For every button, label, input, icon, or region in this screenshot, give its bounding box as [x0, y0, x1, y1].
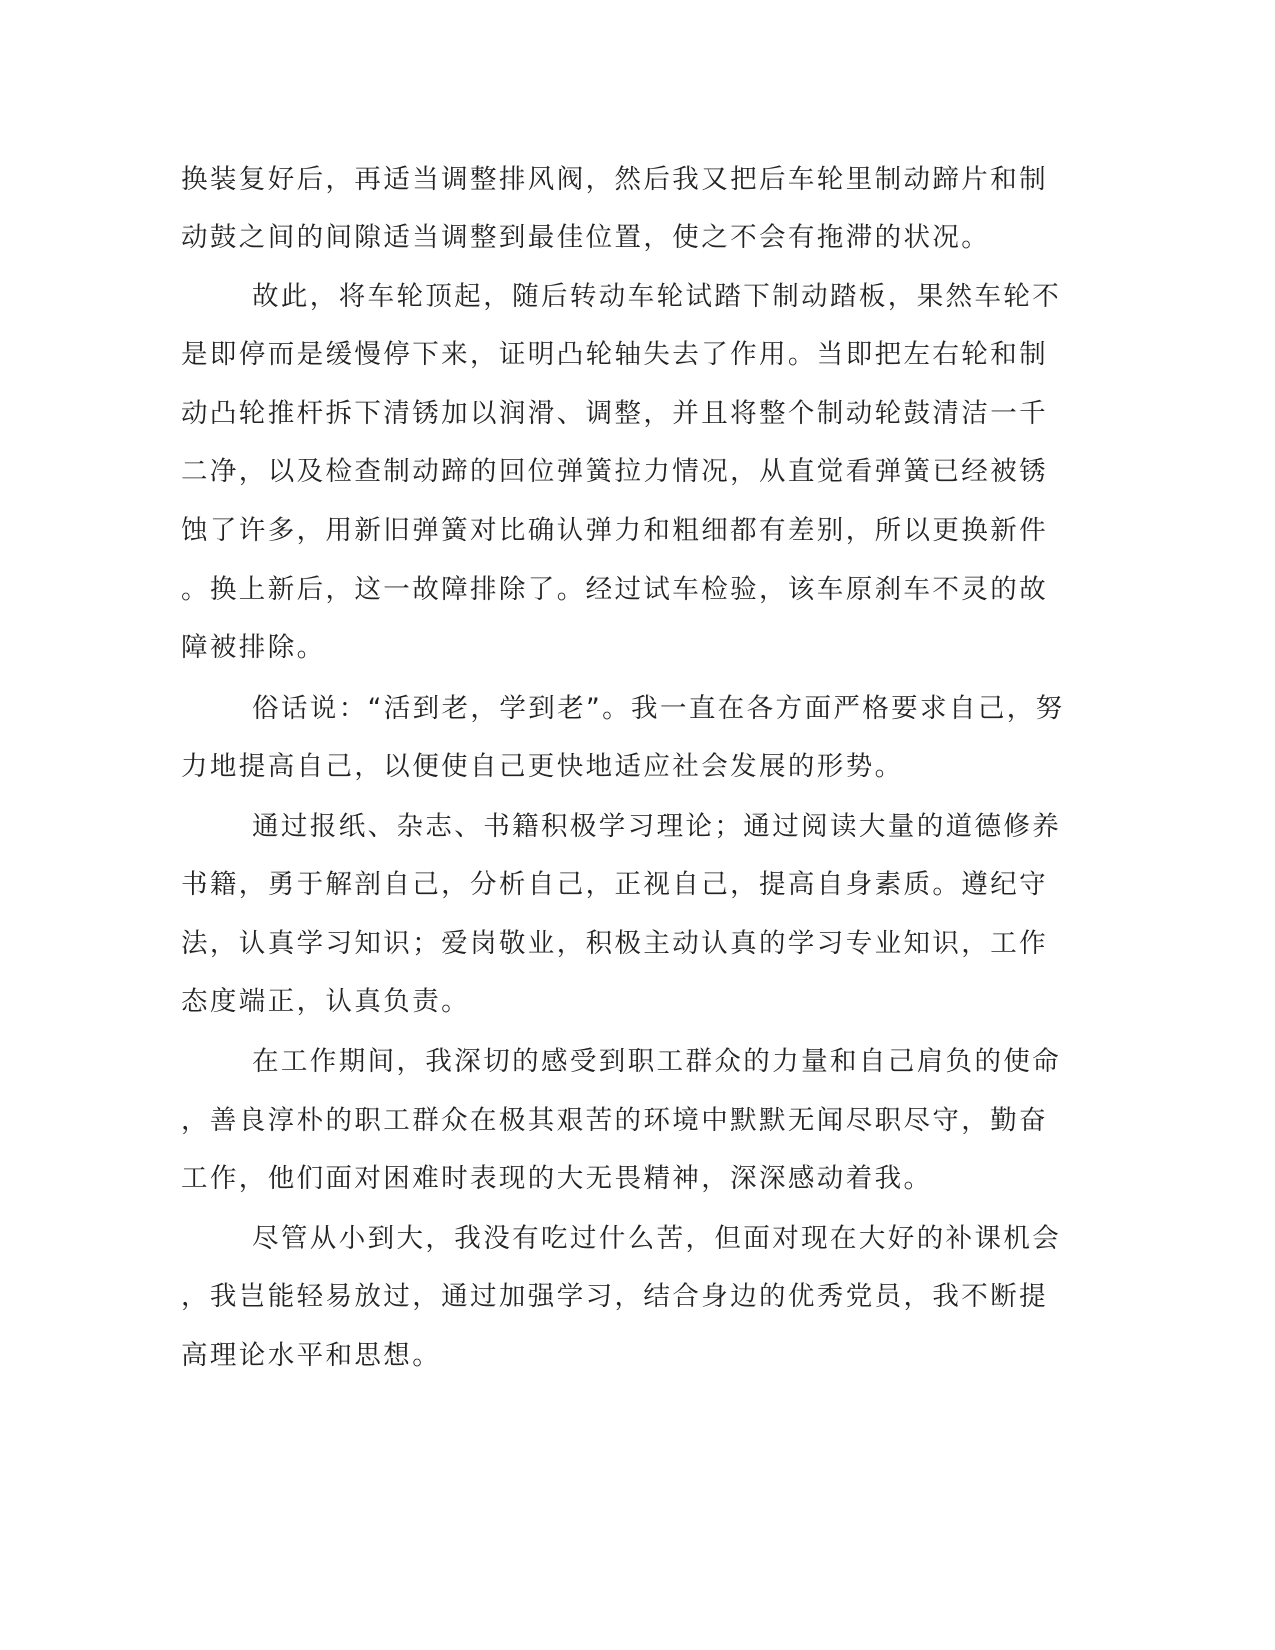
- text-line: 动凸轮推杆拆下清锈加以润滑、调整，并且将整个制动轮鼓清洁一千: [181, 398, 1048, 429]
- paragraph-first-line: 尽管从小到大，我没有吃过什么苦，但面对现在大好的补课机会: [252, 1223, 1062, 1254]
- text-line: 法，认真学习知识；爱岗敬业，积极主动认真的学习专业知识，工作: [181, 928, 1048, 959]
- text-line: 蚀了许多，用新旧弹簧对比确认弹力和粗细都有差别，所以更换新件: [181, 515, 1048, 546]
- paragraph-first-line: 俗话说：“活到老，学到老”。我一直在各方面严格要求自己，努: [252, 693, 1065, 724]
- paragraph-first-line: 通过报纸、杂志、书籍积极学习理论；通过阅读大量的道德修养: [252, 811, 1062, 842]
- text-line: 书籍，勇于解剖自己，分析自己，正视自己，提高自身素质。遵纪守: [181, 869, 1048, 900]
- text-line: ，善良淳朴的职工群众在极其艰苦的环境中默默无闻尽职尽守，勤奋: [181, 1105, 1048, 1136]
- text-line: 障被排除。: [181, 632, 326, 663]
- paragraph-first-line: 在工作期间，我深切的感受到职工群众的力量和自己肩负的使命: [252, 1046, 1062, 1077]
- text-line: 动鼓之间的间隙适当调整到最佳位置，使之不会有拖滞的状况。: [181, 222, 991, 253]
- text-line: 是即停而是缓慢停下来，证明凸轮轴失去了作用。当即把左右轮和制: [181, 339, 1048, 370]
- text-line: 。换上新后，这一故障排除了。经过试车检验，该车原刹车不灵的故: [181, 574, 1048, 605]
- paragraph-first-line: 故此，将车轮顶起，随后转动车轮试踏下制动踏板，果然车轮不: [252, 281, 1062, 312]
- text-line: ，我岂能轻易放过，通过加强学习，结合身边的优秀党员，我不断提: [181, 1281, 1048, 1312]
- text-line: 力地提高自己，以便使自己更快地适应社会发展的形势。: [181, 751, 904, 782]
- text-line: 工作，他们面对困难时表现的大无畏精神，深深感动着我。: [181, 1163, 933, 1194]
- text-line: 态度端正，认真负责。: [181, 986, 470, 1017]
- text-line: 高理论水平和思想。: [181, 1340, 442, 1371]
- text-line: 二净，以及检查制动蹄的回位弹簧拉力情况，从直觉看弹簧已经被锈: [181, 456, 1048, 487]
- text-line: 换装复好后，再适当调整排风阀，然后我又把后车轮里制动蹄片和制: [181, 164, 1048, 195]
